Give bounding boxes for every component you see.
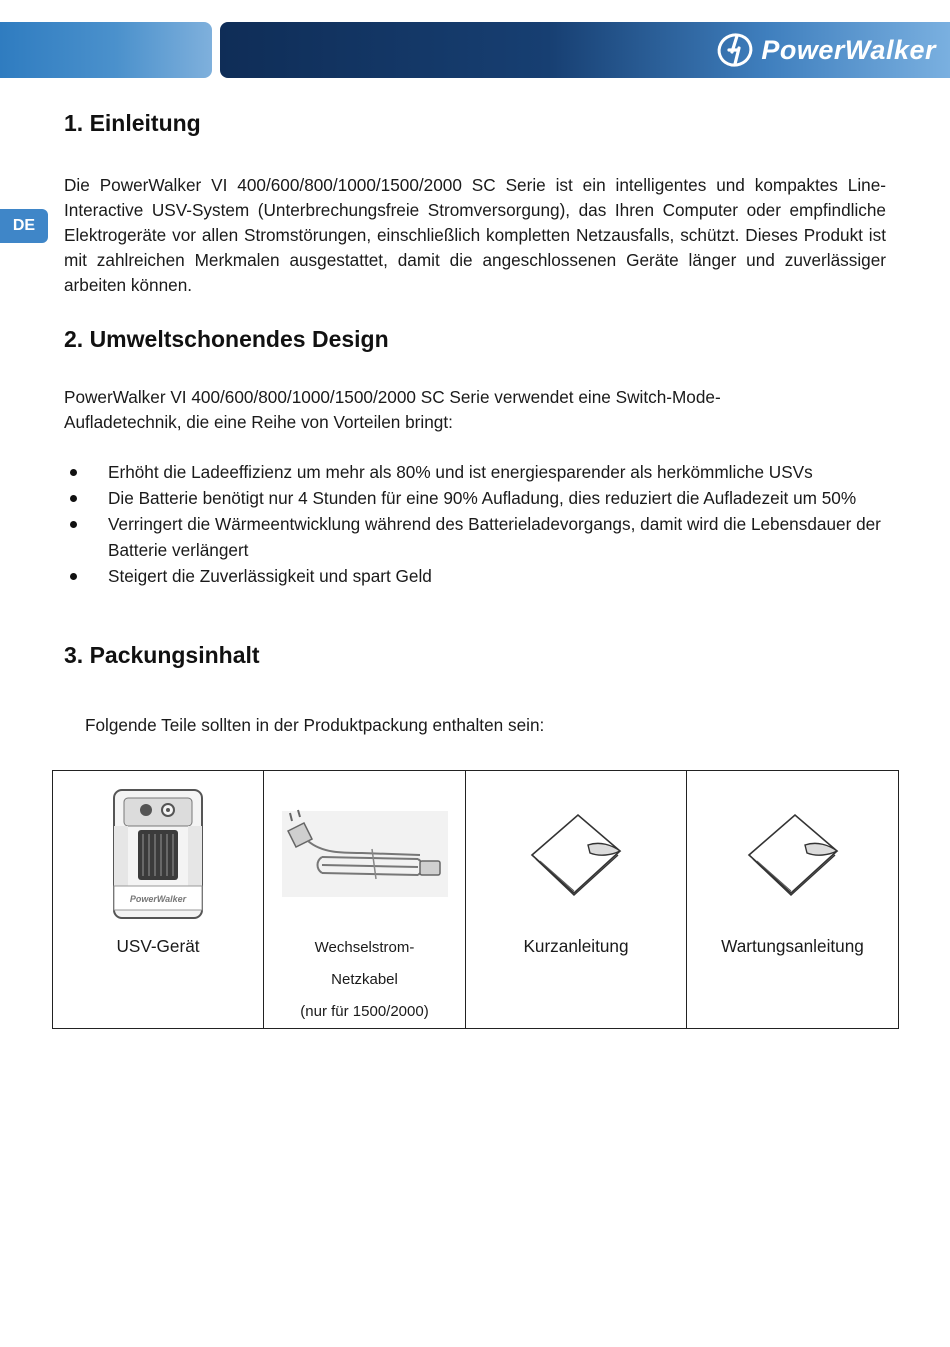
eco-bullet-list [64, 460, 886, 590]
eco-paragraph: PowerWalker VI 400/600/800/1000/1500/2000 SC Serie verwendet eine Switch-Mode-Aufladetechnik, die eine Reihe von Vorteilen bringt: [64, 387, 721, 432]
header-band-right [220, 22, 950, 78]
package-cell-maintenance [687, 771, 899, 1029]
package-paragraph: Folgende Teile sollten in der Produktpackung enthalten sein: [85, 715, 545, 735]
package-contents-table [52, 770, 899, 1029]
bullet-icon [70, 469, 77, 476]
document-icon [528, 811, 624, 897]
bullet-icon [70, 573, 77, 580]
package-cell-cable [264, 771, 466, 1029]
package-item-label: USV-Gerät [116, 936, 200, 956]
brand-name: PowerWalker [761, 34, 936, 65]
package-item-label: Wechselstrom- Netzkabel (nur für 1500/2000) [300, 939, 429, 1020]
package-item-label: Wartungsanleitung [721, 936, 864, 956]
list-item: Steigert die Zuverlässigkeit und spart Geld [64, 564, 886, 590]
power-logo-icon [715, 30, 755, 70]
section-title-package: 3. Packungsinhalt [64, 642, 260, 668]
language-tab: DE [0, 209, 48, 243]
brand-logo [715, 28, 936, 72]
ups-device-icon [112, 788, 204, 920]
package-cell-quickguide [466, 771, 687, 1029]
section-title-intro: 1. Einleitung [64, 110, 201, 136]
bullet-icon [70, 521, 77, 528]
power-cable-icon [282, 809, 448, 899]
intro-paragraph: Die PowerWalker VI 400/600/800/1000/1500/2000 SC Serie ist ein intelligentes und kompaktes Line-Interactive USV-System (Unterbrechungsfreie Stromversorgung), das Ihren Computer oder empfindliche Elektrogeräte vor allen Stromstörungen, einschließlich kompletten Netzausfalls, schützt. Dieses Produkt ist mit zahlreichen Merkmalen ausgestattet, damit die angeschlossenen Geräte länger und zuverlässiger arbeiten können. [64, 175, 886, 295]
list-item: Erhöht die Ladeeffizienz um mehr als 80% und ist energiesparender als herkömmliche USVs [64, 460, 886, 486]
ups-brand-label: PowerWalker [129, 893, 187, 904]
list-item: Verringert die Wärmeentwicklung während des Batterieladevorgangs, damit wird die Lebensdauer der Batterie verlängert [64, 512, 886, 563]
list-item: Die Batterie benötigt nur 4 Stunden für eine 90% Aufladung, dies reduziert die Aufladezeit um 50% [64, 486, 886, 512]
document-icon [745, 811, 841, 897]
section-title-eco: 2. Umweltschonendes Design [64, 326, 389, 352]
header-band-left [0, 22, 212, 78]
package-item-label: Kurzanleitung [523, 936, 629, 956]
package-cell-ups [53, 771, 264, 1029]
bullet-icon [70, 495, 77, 502]
